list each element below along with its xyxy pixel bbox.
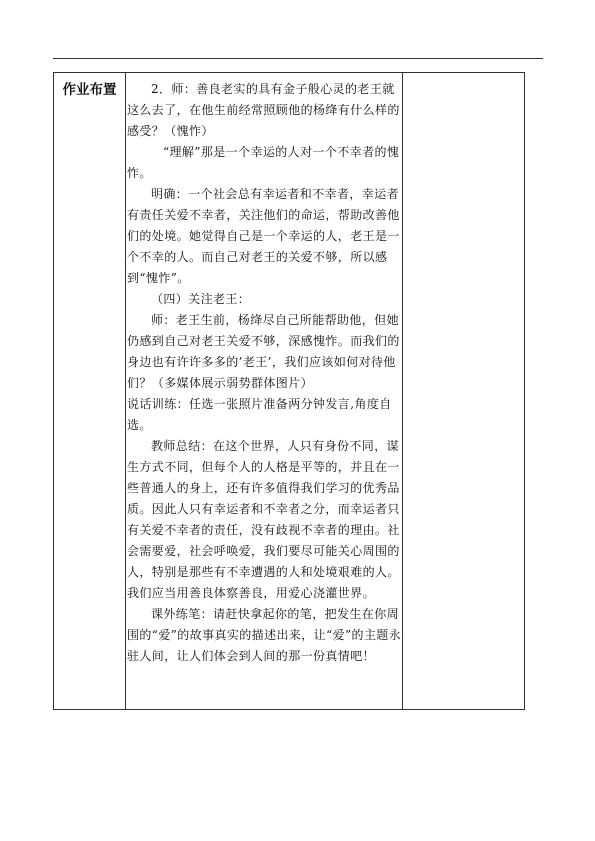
section-heading: （四）关注老王：	[151, 292, 251, 306]
paragraph-homework: 课外练笔：请赶快拿起你的笔，把发生在你周围的“爱”的故事真实的描述出来，让“爱”的主题永驻人间，让人们体会到人间的那一份真情吧！	[127, 607, 402, 663]
row-label: 作业布置	[62, 82, 117, 98]
header-rule	[53, 58, 543, 59]
paragraph-understanding: “理解”那是一个幸运的人对一个不幸者的愧怍。	[127, 145, 400, 180]
lesson-table	[53, 72, 525, 710]
paragraph-teacher: 师：老王生前，杨绛尽自己所能帮助他，但她仍感到自己对老王关爱不够，深感愧怍。而我们的身边也有许许多多的’老王’，我们应该如何对待他们？（多媒体展示弱势群体图片）	[127, 313, 400, 390]
content-cell	[127, 79, 403, 667]
column-divider	[125, 73, 126, 709]
paragraph-speaking-practice: 说话训练：任选一张照片准备两分钟发言,角度自选。	[127, 397, 392, 432]
paragraph-teacher-question: 2．师：善良老实的具有金子般心灵的老王就这么去了，在他生前经常照顾他的杨绛有什么样的感受？（愧怍）	[127, 82, 400, 138]
paragraph-summary: 教师总结：在这个世界，人只有身份不同，谋生方式不同，但每个人的人格是平等的，并且在一些普通人的身上，还有许多值得我们学习的优秀品质。因此人只有幸运者和不幸者之分，而幸运者只有关爱不幸者的责任，没有歧视不幸者的理由。社会需要爱，社会呼唤爱，我们要尽可能关心周围的人，特别是那些有不幸遭遇的人和处境艰难的人。我们应当用善良体察善良，用爱心浇灌世界。	[127, 439, 400, 600]
paragraph-clarification: 明确：一个社会总有幸运者和不幸者，幸运者有责任关爱不幸者，关注他们的命运，帮助改善他们的处境。她觉得自己是一个幸运的人，老王是一个不幸的人。而自己对老王的关爱不够，所以感到“愧怍”。	[127, 187, 400, 285]
